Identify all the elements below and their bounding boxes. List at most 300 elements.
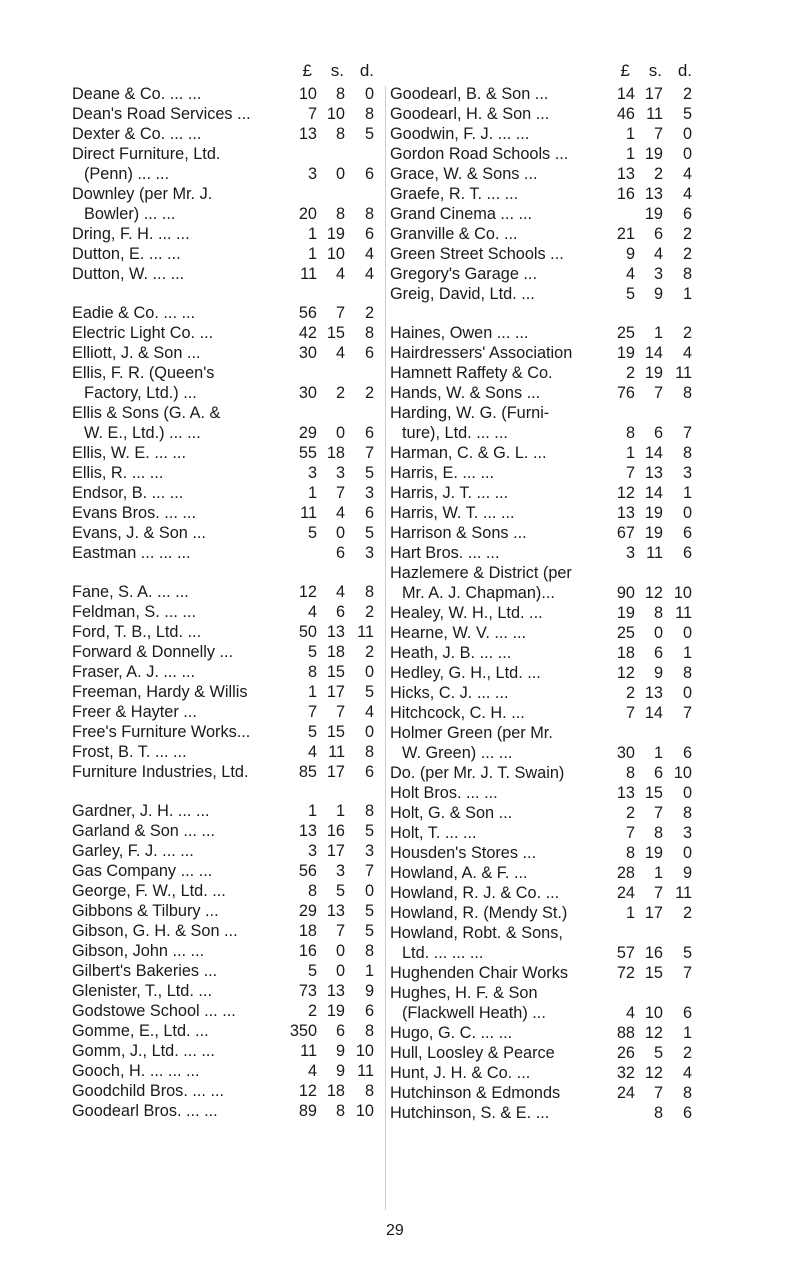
ledger-row (72, 264, 384, 284)
ledger-row (72, 981, 384, 1001)
ledger-row (390, 863, 702, 883)
ledger-row (390, 144, 702, 164)
amount-pounds: 2 (625, 364, 635, 382)
amount-pounds: 18 (616, 644, 635, 662)
amount-pence: 9 (682, 864, 692, 882)
payee-name: Holt, G. & Son ... (390, 804, 513, 822)
amount-pence: 0 (364, 85, 374, 103)
amount-pence: 0 (682, 125, 692, 143)
amount-pounds: 5 (307, 723, 317, 741)
payee-name: Harman, C. & G. L. ... (390, 444, 547, 462)
payee-name: Garley, F. J. ... ... (72, 842, 194, 860)
amount-pounds: 89 (298, 1102, 317, 1120)
amount-pence: 6 (364, 165, 374, 183)
amount-pence: 2 (682, 85, 692, 103)
ledger-row (390, 443, 702, 463)
payee-name: Gooch, H. ... ... ... (72, 1062, 200, 1080)
ledger-row (72, 523, 384, 543)
amount-pence: 5 (364, 922, 374, 940)
ledger-row (72, 941, 384, 961)
amount-shillings: 6 (335, 1022, 345, 1040)
amount-shillings: 10 (644, 1004, 663, 1022)
payee-name: Garland & Son ... ... (72, 822, 215, 840)
amount-pounds: 8 (625, 844, 635, 862)
amount-pounds: 72 (616, 964, 635, 982)
amount-shillings: 3 (335, 862, 345, 880)
ledger-row (72, 841, 384, 861)
amount-pence: 2 (682, 225, 692, 243)
ledger-row (390, 803, 702, 823)
amount-shillings: 5 (653, 1044, 663, 1062)
ledger-row (390, 1023, 702, 1043)
payee-name: Gomme, E., Ltd. ... (72, 1022, 209, 1040)
ledger-row (72, 1001, 384, 1021)
amount-shillings: 10 (326, 105, 345, 123)
ledger-row (72, 383, 384, 403)
payee-name: Haines, Owen ... ... (390, 324, 529, 342)
ledger-row (390, 903, 702, 923)
payee-name: Hearne, W. V. ... ... (390, 624, 527, 642)
ledger-row (390, 843, 702, 863)
ledger-row (72, 1041, 384, 1061)
amount-shillings: 9 (653, 664, 663, 682)
ledger-row (390, 264, 702, 284)
amount-shillings: 18 (326, 444, 345, 462)
amount-pounds: 76 (616, 384, 635, 402)
payee-name: Elliott, J. & Son ... (72, 344, 201, 362)
payee-name: Hutchinson, S. & E. ... (390, 1104, 550, 1122)
amount-pence: 4 (682, 165, 692, 183)
amount-shillings: 10 (326, 245, 345, 263)
payee-name: Howland, R. J. & Co. ... (390, 884, 560, 902)
amount-pounds: 12 (298, 1082, 317, 1100)
amount-shillings: 13 (644, 185, 663, 203)
payee-name: Green Street Schools ... (390, 245, 564, 263)
ledger-row (72, 284, 384, 323)
amount-shillings: 7 (653, 125, 663, 143)
payee-name: Healey, W. H., Ltd. ... (390, 604, 543, 622)
payee-name: Greig, David, Ltd. ... (390, 285, 535, 303)
payee-name: Electric Light Co. ... (72, 324, 214, 342)
ledger-row (72, 881, 384, 901)
amount-pounds: 18 (298, 922, 317, 940)
amount-pence: 8 (364, 105, 374, 123)
payee-name: Hugo, G. C. ... ... (390, 1024, 513, 1042)
amount-shillings: 0 (335, 524, 345, 542)
amount-pounds: 13 (616, 165, 635, 183)
amount-pounds: 55 (298, 444, 317, 462)
amount-pounds: 25 (616, 324, 635, 342)
amount-pounds: 25 (616, 624, 635, 642)
amount-shillings: 7 (653, 384, 663, 402)
amount-pounds: 3 (625, 544, 635, 562)
ledger-row (390, 164, 702, 184)
amount-shillings: 11 (328, 743, 345, 761)
amount-pence: 6 (682, 1004, 692, 1022)
amount-shillings: 2 (335, 384, 345, 402)
amount-pounds: 1 (307, 683, 317, 701)
amount-pounds: 85 (298, 763, 317, 781)
amount-shillings: 19 (326, 225, 345, 243)
amount-shillings: 3 (335, 464, 345, 482)
amount-pence: 11 (357, 1062, 374, 1080)
amount-pence: 6 (364, 1002, 374, 1020)
amount-pence: 11 (675, 604, 692, 622)
amount-pounds: 30 (298, 344, 317, 362)
ledger-row (72, 642, 384, 662)
ledger-row (390, 1083, 702, 1103)
ledger-row (390, 403, 702, 423)
amount-pounds: 350 (289, 1022, 317, 1040)
ledger-row (72, 782, 384, 821)
amount-pounds: 19 (616, 604, 635, 622)
amount-pounds: 1 (307, 484, 317, 502)
payee-name: Fraser, A. J. ... ... (72, 663, 196, 681)
amount-pence: 2 (364, 384, 374, 402)
amount-pounds: 12 (616, 484, 635, 502)
payee-name: Hart Bros. ... ... (390, 544, 500, 562)
amount-pounds: 1 (307, 802, 317, 820)
payee-name: Grand Cinema ... ... (390, 205, 533, 223)
amount-pence: 7 (682, 964, 692, 982)
amount-pence: 5 (682, 105, 692, 123)
amount-pence: 11 (357, 623, 374, 641)
amount-shillings: 4 (653, 245, 663, 263)
amount-pounds: 2 (307, 1002, 317, 1020)
pounds-header: £ (302, 61, 312, 80)
ledger-row (72, 961, 384, 981)
payee-name: Factory, Ltd.) ... (84, 384, 197, 402)
payee-name: Holmer Green (per Mr. (390, 724, 553, 742)
payee-name: (Penn) ... ... (84, 165, 170, 183)
amount-shillings: 15 (644, 964, 663, 982)
payee-name: Freer & Hayter ... (72, 703, 197, 721)
amount-pence: 8 (682, 664, 692, 682)
amount-pounds: 3 (307, 464, 317, 482)
amount-pounds: 20 (298, 205, 317, 223)
amount-pounds: 8 (307, 882, 317, 900)
payee-name: Hutchinson & Edmonds (390, 1084, 561, 1102)
amount-shillings: 7 (335, 922, 345, 940)
amount-shillings: 7 (335, 304, 345, 322)
amount-shillings: 7 (653, 804, 663, 822)
payee-name: Godstowe School ... ... (72, 1002, 236, 1020)
shillings-header: s. (648, 61, 662, 80)
amount-pence: 0 (682, 145, 692, 163)
payee-name: Howland, A. & F. ... (390, 864, 528, 882)
payee-name: Hairdressers' Association (390, 344, 573, 362)
amount-pence: 7 (682, 704, 692, 722)
ledger-row (390, 823, 702, 843)
amount-pounds: 13 (298, 822, 317, 840)
payee-name: Gilbert's Bakeries ... (72, 962, 218, 980)
ledger-row (390, 304, 702, 343)
amount-shillings: 0 (653, 624, 663, 642)
ledger-row (72, 901, 384, 921)
column-divider (385, 86, 386, 1210)
amount-shillings: 9 (653, 285, 663, 303)
amount-pounds: 13 (616, 504, 635, 522)
ledger-row (390, 284, 702, 304)
payee-name: Holt Bros. ... ... (390, 784, 498, 802)
amount-shillings: 17 (326, 842, 345, 860)
amount-pence: 11 (675, 884, 692, 902)
payee-name: Graefe, R. T. ... ... (390, 185, 519, 203)
ledger-row (72, 124, 384, 144)
payee-name: Free's Furniture Works... (72, 723, 251, 741)
amount-pence: 9 (364, 982, 374, 1000)
ledger-row (390, 363, 702, 383)
amount-pounds: 19 (616, 344, 635, 362)
payee-name: Ellis & Sons (G. A. & (72, 404, 221, 422)
payee-name: Goodearl Bros. ... ... (72, 1102, 218, 1120)
ledger-row (390, 244, 702, 264)
amount-pounds: 5 (307, 962, 317, 980)
amount-pounds: 5 (307, 643, 317, 661)
amount-pence: 2 (682, 245, 692, 263)
amount-pounds: 73 (298, 982, 317, 1000)
pounds-header: £ (620, 61, 630, 80)
payee-name: Endsor, B. ... ... (72, 484, 184, 502)
payee-name: Gregory's Garage ... (390, 265, 537, 283)
amount-shillings: 1 (653, 324, 663, 342)
amount-shillings: 9 (335, 1062, 345, 1080)
ledger-row (390, 383, 702, 403)
amount-pence: 5 (682, 944, 692, 962)
payee-name: Ford, T. B., Ltd. ... (72, 623, 202, 641)
amount-pence: 2 (364, 603, 374, 621)
amount-shillings: 1 (653, 864, 663, 882)
ledger-row (72, 742, 384, 762)
payee-name: ture), Ltd. ... ... (402, 424, 508, 442)
ledger-row (72, 503, 384, 523)
amount-pence: 8 (364, 1082, 374, 1100)
amount-shillings: 8 (653, 1104, 663, 1122)
payee-name: Goodchild Bros. ... ... (72, 1082, 225, 1100)
amount-pounds: 24 (616, 884, 635, 902)
pence-header: d. (677, 61, 692, 80)
amount-shillings: 8 (335, 1102, 345, 1120)
payee-name: Bowler) ... ... (84, 205, 176, 223)
ledger-row (72, 463, 384, 483)
ledger-row (390, 743, 702, 763)
payee-name: Deane & Co. ... ... (72, 85, 202, 103)
ledger-row (72, 363, 384, 383)
ledger-row (72, 821, 384, 841)
ledger-row (390, 523, 702, 543)
ledger-row (390, 583, 702, 603)
amount-pounds: 90 (616, 584, 635, 602)
pence-header: d. (359, 61, 374, 80)
amount-pence: 4 (682, 185, 692, 203)
shillings-header: s. (330, 61, 344, 80)
ledger-row (390, 883, 702, 903)
ledger-row (390, 124, 702, 144)
amount-pence: 5 (364, 125, 374, 143)
amount-shillings: 3 (653, 265, 663, 283)
payee-name: Heath, J. B. ... ... (390, 644, 512, 662)
amount-shillings: 19 (644, 844, 663, 862)
payee-name: Freeman, Hardy & Willis (72, 683, 248, 701)
amount-pence: 3 (364, 484, 374, 502)
amount-shillings: 18 (326, 1082, 345, 1100)
ledger-row (72, 861, 384, 881)
ledger-row (72, 184, 384, 204)
amount-shillings: 16 (326, 822, 345, 840)
payee-name: Ellis, F. R. (Queen's (72, 364, 215, 382)
amount-shillings: 4 (335, 504, 345, 522)
amount-shillings: 14 (644, 704, 663, 722)
ledger-row (72, 104, 384, 124)
amount-shillings: 16 (644, 944, 663, 962)
amount-pounds: 2 (625, 684, 635, 702)
amount-pounds: 1 (625, 904, 635, 922)
amount-shillings: 12 (644, 1064, 663, 1082)
amount-pounds: 29 (298, 424, 317, 442)
payee-name: Furniture Industries, Ltd. (72, 763, 249, 781)
amount-pence: 2 (682, 324, 692, 342)
amount-shillings: 8 (335, 205, 345, 223)
amount-pounds: 1 (625, 145, 635, 163)
payee-name: Goodearl, B. & Son ... (390, 85, 549, 103)
amount-pence: 3 (364, 544, 374, 562)
amount-pence: 7 (682, 424, 692, 442)
payee-name: Hitchcock, C. H. ... (390, 704, 525, 722)
amount-shillings: 8 (653, 604, 663, 622)
payee-name: Forward & Donnelly ... (72, 643, 234, 661)
amount-pence: 8 (364, 205, 374, 223)
ledger-row (390, 643, 702, 663)
amount-pence: 8 (364, 743, 374, 761)
amount-pence: 6 (682, 205, 692, 223)
payee-name: Ellis, R. ... ... (72, 464, 164, 482)
amount-pounds: 56 (298, 304, 317, 322)
amount-shillings: 2 (653, 165, 663, 183)
amount-pence: 6 (682, 544, 692, 562)
amount-shillings: 17 (326, 683, 345, 701)
amount-pounds: 8 (307, 663, 317, 681)
amount-shillings: 13 (326, 902, 345, 920)
amount-shillings: 15 (326, 663, 345, 681)
amount-shillings: 17 (326, 763, 345, 781)
amount-pence: 6 (682, 1104, 692, 1122)
ledger-row (390, 224, 702, 244)
amount-pence: 2 (364, 304, 374, 322)
amount-shillings: 6 (653, 424, 663, 442)
amount-pounds: 14 (616, 85, 635, 103)
payee-name: Gibson, G. H. & Son ... (72, 922, 238, 940)
amount-pounds: 26 (616, 1044, 635, 1062)
ledger-row (390, 703, 702, 723)
ledger-row (72, 622, 384, 642)
ledger-row (72, 921, 384, 941)
amount-shillings: 19 (326, 1002, 345, 1020)
ledger-row (72, 343, 384, 363)
amount-pence: 3 (682, 824, 692, 842)
amount-pounds: 2 (625, 804, 635, 822)
payee-name: Harris, J. T. ... ... (390, 484, 509, 502)
left-currency-header (72, 61, 384, 83)
payee-name: Howland, R. (Mendy St.) (390, 904, 568, 922)
payee-name: Glenister, T., Ltd. ... (72, 982, 212, 1000)
amount-shillings: 19 (644, 504, 663, 522)
payee-name: Gordon Road Schools ... (390, 145, 569, 163)
payee-name: Downley (per Mr. J. (72, 185, 213, 203)
amount-pence: 10 (673, 764, 692, 782)
amount-pence: 0 (364, 723, 374, 741)
payee-name: Gardner, J. H. ... ... (72, 802, 210, 820)
amount-pence: 6 (364, 424, 374, 442)
ledger-row (390, 603, 702, 623)
amount-pence: 6 (682, 524, 692, 542)
ledger-row (72, 323, 384, 343)
amount-pence: 4 (682, 1064, 692, 1082)
amount-pence: 1 (682, 1024, 692, 1042)
payee-name: Hughenden Chair Works (390, 964, 568, 982)
amount-pence: 7 (364, 862, 374, 880)
ledger-row (72, 543, 384, 563)
amount-pounds: 11 (300, 1042, 317, 1060)
payee-name: Eastman ... ... ... (72, 544, 191, 562)
amount-pounds: 5 (625, 285, 635, 303)
right-currency-header (390, 61, 702, 83)
ledger-row (390, 723, 702, 743)
amount-pence: 3 (364, 842, 374, 860)
amount-pounds: 28 (616, 864, 635, 882)
amount-pounds: 1 (625, 125, 635, 143)
amount-shillings: 13 (326, 623, 345, 641)
amount-pounds: 16 (616, 185, 635, 203)
ledger-row (390, 104, 702, 124)
amount-shillings: 7 (653, 884, 663, 902)
amount-pounds: 29 (298, 902, 317, 920)
amount-pounds: 4 (625, 1004, 635, 1022)
amount-pence: 0 (682, 624, 692, 642)
amount-pence: 6 (364, 344, 374, 362)
ledger-row (390, 463, 702, 483)
amount-pence: 5 (364, 683, 374, 701)
amount-pounds: 1 (307, 225, 317, 243)
amount-shillings: 6 (335, 544, 345, 562)
ledger-row (72, 1061, 384, 1081)
amount-shillings: 14 (644, 444, 663, 462)
ledger-row (390, 683, 702, 703)
amount-pence: 10 (355, 1102, 374, 1120)
payee-name: Harding, W. G. (Furni- (390, 404, 550, 422)
ledger-row (72, 762, 384, 782)
payee-name: Ltd. ... ... ... (402, 944, 484, 962)
amount-pence: 8 (364, 942, 374, 960)
ledger-row (390, 84, 702, 104)
amount-pence: 4 (364, 245, 374, 263)
amount-pounds: 13 (298, 125, 317, 143)
payee-name: Do. (per Mr. J. T. Swain) (390, 764, 565, 782)
amount-shillings: 4 (335, 583, 345, 601)
payee-name: Fane, S. A. ... ... (72, 583, 189, 601)
ledger-row (72, 1101, 384, 1121)
amount-shillings: 19 (644, 364, 663, 382)
amount-pence: 6 (364, 225, 374, 243)
ledger-row (72, 244, 384, 264)
ledger-row (390, 963, 702, 983)
amount-pence: 1 (364, 962, 374, 980)
amount-shillings: 8 (653, 824, 663, 842)
amount-pence: 8 (682, 804, 692, 822)
amount-pence: 0 (682, 504, 692, 522)
amount-shillings: 0 (335, 962, 345, 980)
amount-shillings: 14 (644, 344, 663, 362)
amount-pence: 8 (364, 1022, 374, 1040)
